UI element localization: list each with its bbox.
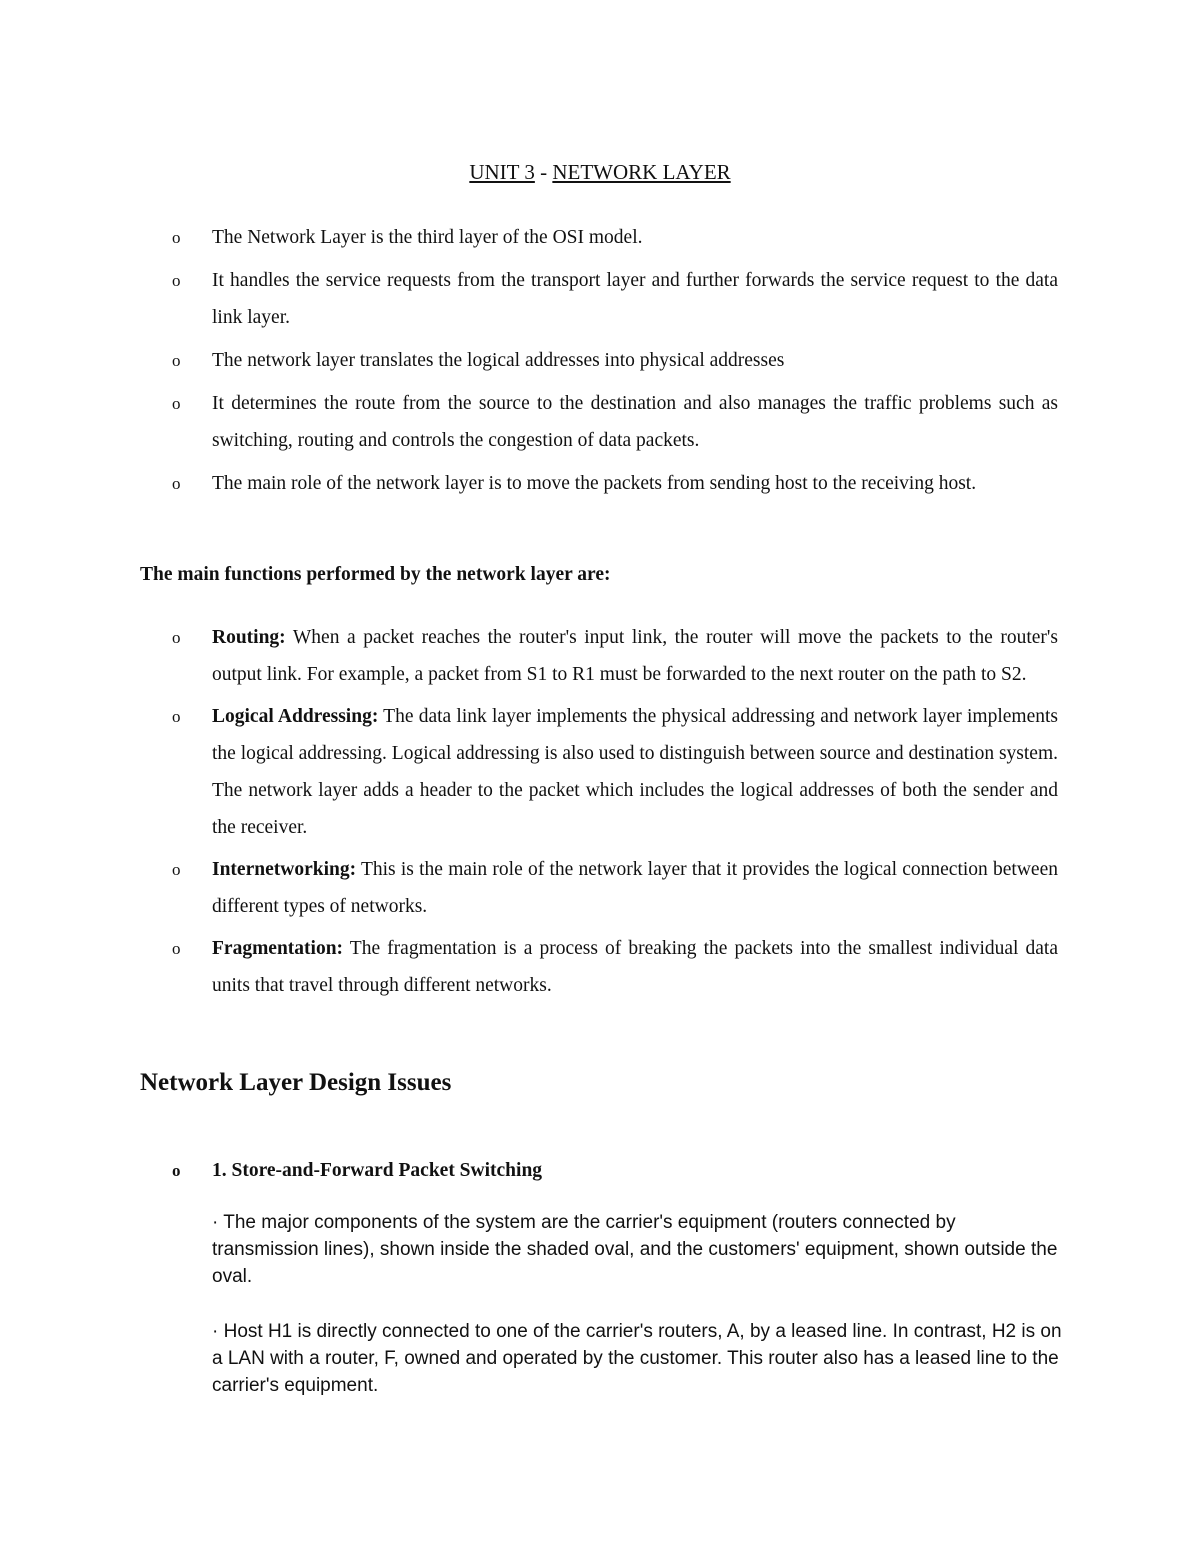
bullet-marker: o (172, 628, 181, 647)
list-item-text: It determines the route from the source to the destination and also manages the traffic problems such as switching, routing and controls the congestion of data packets. (212, 393, 1058, 451)
page-title (0, 158, 1200, 186)
list-item-text: The Network Layer is the third layer of the OSI model. (212, 227, 643, 248)
list-item (0, 385, 1058, 459)
title-unit: UNIT 3 (469, 160, 535, 184)
bullet-marker: o (172, 707, 181, 726)
bullet-marker: o (172, 228, 181, 247)
function-text: The fragmentation is a process of breaking the packets into the smallest individual data units that travel through different networks. (212, 938, 1058, 996)
list-item-text: It handles the service requests from the transport layer and further forwards the service request to the data link layer. (212, 270, 1058, 328)
bullet-marker: o (172, 271, 181, 290)
function-item-internetworking (0, 851, 1058, 925)
function-term: Internetworking: (212, 859, 357, 880)
intro-bullet-list (0, 219, 1058, 508)
list-item-text: The network layer translates the logical addresses into physical addresses (212, 350, 785, 371)
list-item (0, 1152, 1058, 1189)
design-item-title: 1. Store-and-Forward Packet Switching (212, 1160, 543, 1181)
function-item-routing (0, 619, 1058, 693)
bullet-marker: o (172, 474, 181, 493)
title-topic: NETWORK LAYER (552, 160, 731, 184)
design-issues-list (0, 1152, 1058, 1189)
function-item-fragmentation (0, 930, 1058, 1004)
bullet-marker: o (172, 860, 181, 879)
list-item (0, 219, 1058, 256)
title-separator: - (534, 160, 553, 184)
functions-list (0, 619, 1058, 1009)
function-term: Routing: (212, 627, 286, 648)
function-text: The data link layer implements the physical addressing and network layer implements the logical addressing. Logical addressing is also used to distinguish between source and destination system. The network layer adds a header to the packet which includes the logical addresses of both the sender and the receiver. (212, 706, 1058, 838)
paragraph-carrier-equipment: · The major components of the system are the carrier's equipment (routers connected by transmission lines), shown inside the shaded oval, and the customers' equipment, shown outside the oval. (212, 1212, 1058, 1287)
function-term: Fragmentation: (212, 938, 344, 959)
function-text: When a packet reaches the router's input link, the router will move the packets to the router's output link. For example, a packet from S1 to R1 must be forwarded to the next router on the path to S2. (212, 627, 1058, 685)
function-item-logical-addressing (0, 698, 1058, 846)
list-item (0, 262, 1058, 336)
bullet-marker: o (172, 1161, 181, 1180)
list-item (0, 342, 1058, 379)
bullet-marker: o (172, 394, 181, 413)
paragraph-host-connection: · Host H1 is directly connected to one of the carrier's routers, A, by a leased line. In contrast, H2 is on a LAN with a router, F, owned and operated by the customer. This router also has a leased line to the carrier's equipment. (212, 1321, 1062, 1396)
list-item (0, 465, 1058, 502)
function-text: This is the main role of the network layer that it provides the logical connection between different types of networks. (212, 859, 1058, 917)
function-term: Logical Addressing: (212, 706, 379, 727)
bullet-marker: o (172, 351, 181, 370)
list-item-text: The main role of the network layer is to move the packets from sending host to the receiving host. (212, 473, 977, 494)
bullet-marker: o (172, 939, 181, 958)
design-issues-heading: Network Layer Design Issues (140, 1069, 452, 1096)
functions-heading: The main functions performed by the network layer are: (140, 564, 611, 585)
